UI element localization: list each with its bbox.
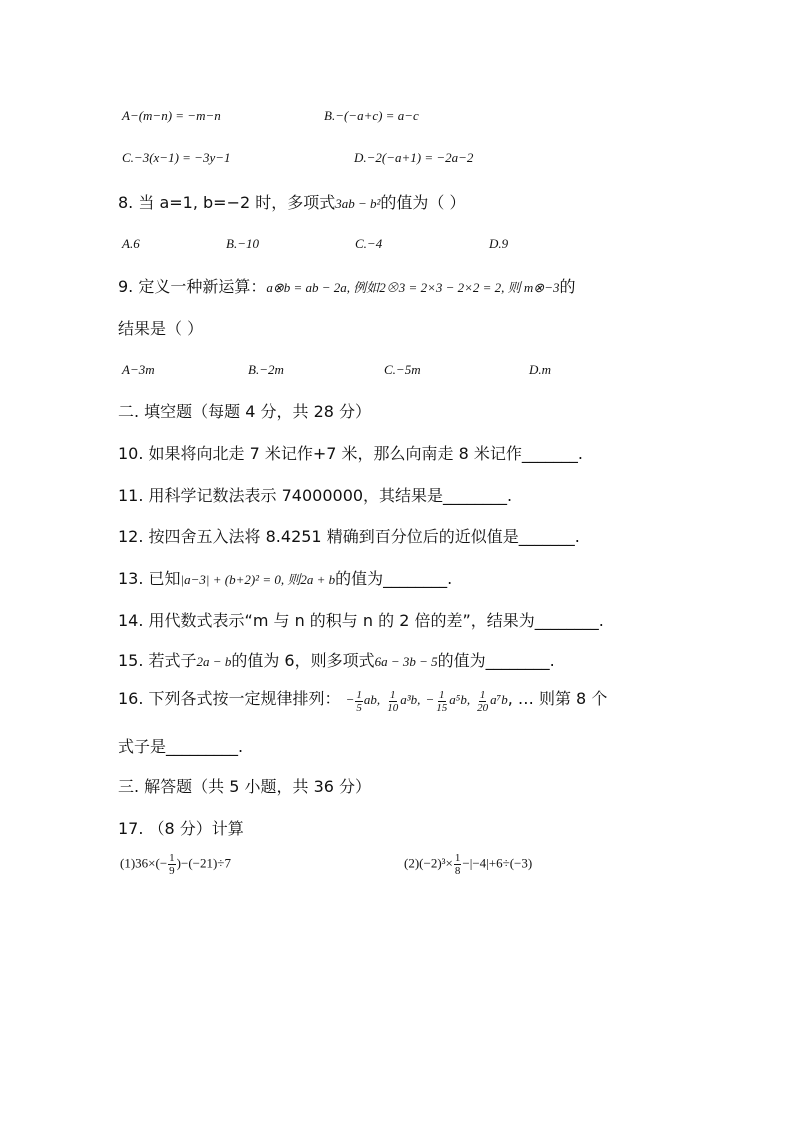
section-2-heading: 二. 填空题（每题 4 分，共 28 分）: [118, 402, 372, 421]
q16-term-4: $\frac{1}{20}$ a⁷b: [477, 688, 508, 714]
q7-option-d: D.−2(−a+1) = −2a−2: [354, 150, 474, 165]
q8-question: [118, 190, 466, 213]
q13-question: [118, 566, 452, 589]
q15-prefix: 15. 若式子: [118, 651, 197, 670]
q16-prefix: 16. 下列各式按一定规律排列：: [118, 689, 341, 708]
q8-prefix: 8. 当 a=1, b=−2 时，多项式: [118, 193, 336, 212]
q7-options-row-2: [122, 150, 682, 170]
q15-question: [118, 648, 555, 671]
q15-expression-2: 6a − 3b − 5: [374, 654, 438, 669]
q11-question: 11. 用科学记数法表示 74000000，其结果是________.: [118, 486, 513, 505]
q13-prefix: 13. 已知: [118, 569, 181, 588]
q17-part-2: (2)(−2)³× $\frac{1}{8}$ −|−4|+6÷(−3): [404, 852, 533, 877]
q16-question: [118, 686, 607, 714]
q16-term-1: − $\frac{1}{5}$ ab,: [345, 688, 381, 714]
q7-option-c: C.−3(x−1) = −3y−1: [122, 150, 231, 165]
q14-question: 14. 用代数式表示“m 与 n 的积与 n 的 2 倍的差”，结果为________.: [118, 611, 604, 630]
q9-question: [118, 274, 575, 297]
q8-option-b: B.−10: [226, 236, 259, 251]
q8-suffix: 的值为（ ）: [380, 193, 466, 212]
q13-expression: |a−3| + (b+2)² = 0, 则2a + b: [180, 572, 336, 587]
q8-option-a: A.6: [122, 236, 140, 251]
section-3-heading: 三. 解答题（共 5 小题，共 36 分）: [118, 777, 372, 796]
q9-option-b: B.−2m: [248, 362, 284, 377]
q16-term-3: − $\frac{1}{15}$ a⁵b,: [425, 688, 471, 714]
q7-option-b: B.−(−a+c) = a−c: [324, 108, 419, 123]
q9-prefix: 9. 定义一种新运算：: [118, 277, 267, 296]
q17-title: 17. （8 分）计算: [118, 819, 244, 838]
q10-question: 10. 如果将向北走 7 米记作+7 米，那么向南走 8 米记作_______.: [118, 444, 583, 463]
q15-suffix: 的值为________.: [437, 651, 555, 670]
q9-option-d: D.m: [529, 362, 552, 377]
q16-suffix: , … 则第 8 个: [507, 689, 608, 708]
q9-expression: a⊗b = ab − 2a, 例如2⊗3 = 2×3 − 2×2 = 2, 则 m⊗−3: [266, 280, 560, 295]
q13-suffix: 的值为________.: [335, 569, 453, 588]
q8-expression: 3ab − b²: [335, 196, 381, 211]
q8-options: [122, 236, 682, 256]
q8-option-d: D.9: [489, 236, 509, 251]
q7-options-row-1: [122, 108, 682, 128]
q9-options: [122, 362, 682, 382]
q8-option-c: C.−4: [355, 236, 383, 251]
q12-question: 12. 按四舍五入法将 8.4251 精确到百分位后的近似值是_______.: [118, 527, 580, 546]
q9-suffix: 的: [559, 277, 576, 296]
q9-line-2: 结果是（ ）: [118, 319, 204, 338]
q15-expression-1: 2a − b: [196, 654, 232, 669]
q15-mid: 的值为 6，则多项式: [231, 651, 375, 670]
q16-line-2: 式子是_________.: [118, 737, 244, 756]
q9-option-a: A−3m: [122, 362, 155, 377]
q16-term-2: $\frac{1}{10}$ a³b,: [387, 688, 421, 714]
q17-part-1: (1)36×(− $\frac{1}{9}$ )−(−21)÷7: [120, 852, 231, 877]
q7-option-a: A−(m−n) = −m−n: [122, 108, 221, 123]
q9-option-c: C.−5m: [384, 362, 421, 377]
